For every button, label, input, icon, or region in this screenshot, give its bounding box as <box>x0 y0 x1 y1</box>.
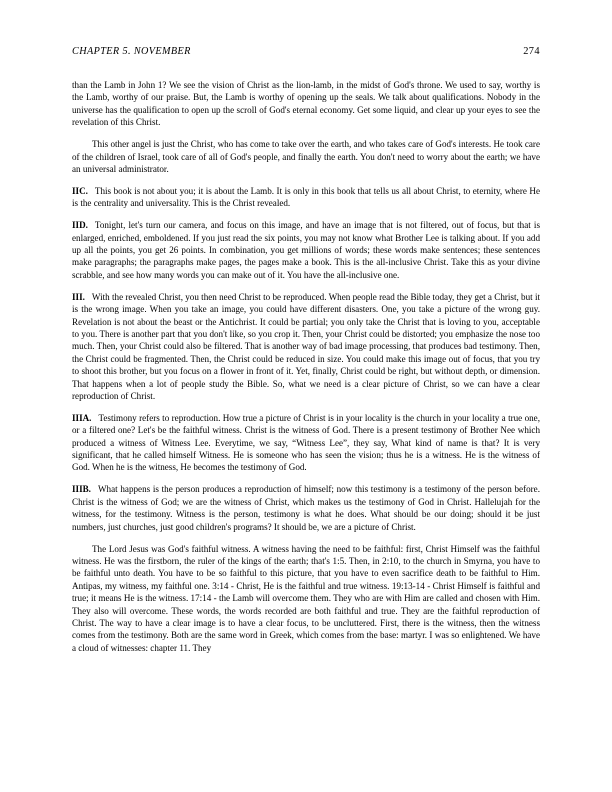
paragraph <box>72 185 540 210</box>
paragraph <box>72 138 540 175</box>
paragraph-text: The Lord Jesus was God's faithful witness. A witness having the need to be faithful: first, Christ Himself was the faithful witness. He was the firstborn, the ruler of the kings of the earth; that's 1:5. Then, in 2:10, to the church in Smyrna, you have to be faithful unto death. You have to be so faithful to this picture, that you have to even sacrifice death to be faithful to Him. Antipas, my witness, my faithful one. 3:14 - Christ, He is the faithful and true witness. 19:13-14 - Christ Himself is faithful and true; it means He is the witness. 17:14 - the Lamb will overcome them. They who are with Him are called and chosen with Him. They also will overcome. These words, the words recorded are both faithful and true. They are the faithful reproduction of Christ. The way to have a clear image is to have a clear focus, to be uncluttered. First, there is the witness, then the witness comes from the testimony. Both are the same word in Greek, which comes from the base: martyr. I was so enlightened. We have a cloud of witnesses: chapter 11. They <box>72 543 540 653</box>
paragraph-text: This other angel is just the Christ, who has come to take over the earth, and who takes care of God's interests. He took care of the children of Israel, took care of all of God's people, and finally the earth. You don't need to worry about the earth; we have an universal administrator. <box>72 139 540 174</box>
paragraph <box>72 291 540 403</box>
paragraph-label: IIIA. <box>72 412 92 423</box>
paragraph <box>72 483 540 533</box>
paragraph <box>72 219 540 281</box>
paragraph-label: IIIB. <box>72 484 91 495</box>
paragraph-label: IIC. <box>72 185 88 196</box>
paragraph-text: This book is not about you; it is about the Lamb. It is only in this book that tells us all about Christ, to eternity, where He is the centrality and universality. This is the Christ revealed. <box>72 185 540 209</box>
paragraph-text: Testimony refers to reproduction. How true a picture of Christ is in your locality is the church in your locality a true one, or a filtered one? Let's be the faithful witness. Christ is the witness of God. There is a present testimony of Brother Nee which produced a witness of Witness Lee. Everytime, we say, “Witness Lee”, they say, What kind of name is that? It is very significant, that he called himself Witness. He is someone who has seen the vision; thus he is a witness. He is the witness of God. When he is the witness, He becomes the testimony of God. <box>72 412 540 473</box>
paragraph-label: III. <box>72 291 85 302</box>
page-header <box>72 46 540 57</box>
paragraph-label: IID. <box>72 220 88 231</box>
page-number: 274 <box>523 46 540 57</box>
body-text <box>72 79 540 654</box>
paragraph <box>72 79 540 129</box>
chapter-title: CHAPTER 5. NOVEMBER <box>72 46 191 57</box>
paragraph <box>72 543 540 655</box>
paragraph-text: What happens is the person produces a reproduction of himself; now this testimony is a testimony of the person before. Christ is the witness of God; we are the witness of Christ, which makes us the testimony of God in Christ. Hallelujah for the witness, for the testimony. Witness is the person, testimony is what he does. What should be our doing; should it be just numbers, just churches, just good children's programs? It should be, we are a picture of Christ. <box>72 484 540 532</box>
paragraph-text: Tonight, let's turn our camera, and focus on this image, and have an image that is not filtered, out of focus, but that is enlarged, enriched, emboldened. If you just read the six points, you may not know what Brother Lee is talking about. If you add up all the points, you get 26 points. In combination, you get millions of words; these words make sentences; these sentences make paragraphs; the paragraphs make pages, the pages make a book. This is the all-inclusive Christ. Take this as your divine scrabble, and see how many words you can make out of it. You have the all-inclusive one. <box>72 220 540 280</box>
paragraph-text: With the revealed Christ, you then need Christ to be reproduced. When people read the Bible today, they get a Christ, but it is the wrong image. When you take an image, you could have different disasters. One, you take a picture of the wrong guy. Revelation is not about the beast or the Antichrist. It could be partial; you only take the Christ that is loving to you, acceptable to you. There is another part that you don't like, so you crop it. Then, your Christ could be distorted; you emphasize the nose too much. Then, your Christ could also be filtered. That is another way of bad image processing, that produces bad testimony. Then, the Christ could be fragmented. Then, the Christ could be reduced in size. You could make this image out of focus, that you try to shoot this brother, but you focus on a flower in front of it. Yet, finally, Christ could be right, but without depth, or dimension. That happens when a lot of people study the Bible. So, what we need is a clear picture of Christ, so we can have a clear reproduction of Christ. <box>72 291 540 401</box>
paragraph-text: than the Lamb in John 1? We see the vision of Christ as the lion-lamb, in the midst of God's throne. We used to say, worthy is the Lamb, worthy of our praise. But, the Lamb is worthy of opening up the seals. We talk about qualifications. Nobody in the universe has the qualification to open up the scroll of God's eternal economy. Get some liquid, and clear up your eyes to see the revelation of this Christ. <box>72 80 540 128</box>
paragraph <box>72 412 540 474</box>
